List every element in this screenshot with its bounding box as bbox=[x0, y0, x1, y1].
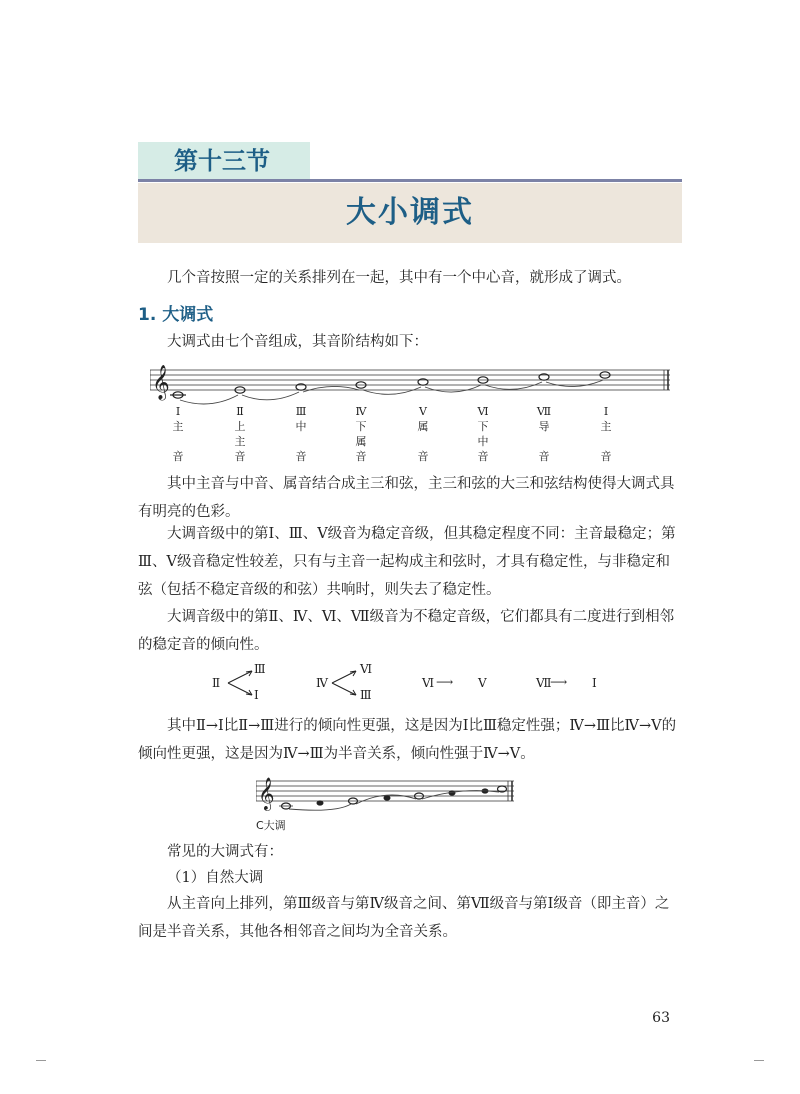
paragraph-unstable-degrees: 大调音级中的第Ⅱ、Ⅳ、Ⅵ、Ⅶ级音为不稳定音级，它们都具有二度进行到相邻的稳定音的倾向性。 bbox=[138, 609, 675, 653]
crop-mark bbox=[36, 1060, 46, 1061]
section-title: 大小调式 bbox=[138, 183, 682, 243]
tendency-from: Ⅶ bbox=[536, 676, 552, 690]
c-major-staff bbox=[256, 775, 514, 815]
note-head bbox=[317, 800, 324, 805]
c-major-label: C大调 bbox=[256, 819, 286, 832]
paragraph-scale-intro: 大调式由七个音组成，其音阶结构如下： bbox=[167, 334, 428, 350]
paragraph-tonic-triad: 其中主音与中音、属音结合成主三和弦，主三和弦的大三和弦结构使得大调式具有明亮的色彩。 bbox=[138, 476, 675, 520]
tendency-down: Ⅲ bbox=[360, 688, 372, 702]
degree-label: Ⅳ 下 属 音 bbox=[355, 405, 367, 463]
crop-mark bbox=[754, 1060, 764, 1061]
tendency-from: Ⅵ bbox=[422, 676, 435, 690]
section-number: 第十三节 bbox=[138, 142, 310, 180]
scale-degree-labels bbox=[163, 404, 633, 466]
degree-label: Ⅱ 上 主 音 bbox=[234, 405, 246, 463]
tendency-from: Ⅱ bbox=[212, 676, 221, 690]
tendency-up: Ⅵ bbox=[360, 662, 373, 676]
paragraph-natural-major: （1）自然大调 bbox=[167, 870, 264, 886]
branch-arrow-icon bbox=[226, 668, 256, 698]
treble-clef-icon: 𝄞 bbox=[152, 365, 170, 400]
degree-label: Ⅶ 导 音 bbox=[536, 405, 552, 463]
tendency-from: Ⅳ bbox=[316, 676, 328, 690]
tendency-to: Ⅴ bbox=[478, 676, 487, 690]
intro-paragraph: 几个音按照一定的关系排列在一起，其中有一个中心音，就形成了调式。 bbox=[167, 270, 631, 286]
degree-label: Ⅴ 属 音 bbox=[417, 405, 429, 463]
note-head bbox=[384, 795, 391, 800]
arrow-right-icon: ⟶ bbox=[436, 675, 454, 689]
treble-clef-icon: 𝄞 bbox=[258, 777, 275, 810]
paragraph-stable-degrees: 大调音级中的第Ⅰ、Ⅲ、Ⅴ级音为稳定音级，但其稳定程度不同：主音最稳定；第Ⅲ、Ⅴ级音稳定性较差，只有与主音一起构成主和弦时，才具有稳定性，与非稳定和弦（包括不稳定音级的和弦）共响时，则失去了稳定性。 bbox=[138, 526, 676, 598]
tendency-to: Ⅰ bbox=[592, 676, 597, 690]
paragraph-tendency-strength: 其中Ⅱ→Ⅰ比Ⅱ→Ⅲ进行的倾向性更强，这是因为Ⅰ比Ⅲ稳定性强；Ⅳ→Ⅲ比Ⅳ→Ⅴ的倾向性更强，这是因为Ⅳ→Ⅲ为半音关系，倾向性强于Ⅳ→Ⅴ。 bbox=[138, 718, 677, 762]
arrow-right-icon: ⟶ bbox=[550, 675, 568, 689]
tendency-diagram bbox=[210, 660, 630, 706]
tendency-up: Ⅲ bbox=[254, 662, 266, 676]
tendency-down: Ⅰ bbox=[254, 688, 259, 702]
degree-label: Ⅰ 主 音 bbox=[600, 405, 612, 463]
degree-label: Ⅲ 中 音 bbox=[295, 405, 307, 463]
paragraph-natural-major-desc: 从主音向上排列，第Ⅲ级音与第Ⅳ级音之间、第Ⅶ级音与第Ⅰ级音（即主音）之间是半音关系，其他各相邻音之间均为全音关系。 bbox=[138, 896, 670, 940]
page-number: 63 bbox=[652, 1010, 670, 1026]
paragraph-common-modes: 常见的大调式有： bbox=[167, 844, 283, 860]
degree-label: Ⅵ 下 中 音 bbox=[477, 405, 489, 463]
degree-label: Ⅰ 主 音 bbox=[172, 405, 184, 463]
branch-arrow-icon bbox=[330, 668, 360, 698]
heading-major-mode: 1. 大调式 bbox=[138, 305, 214, 325]
section-divider bbox=[138, 179, 682, 182]
